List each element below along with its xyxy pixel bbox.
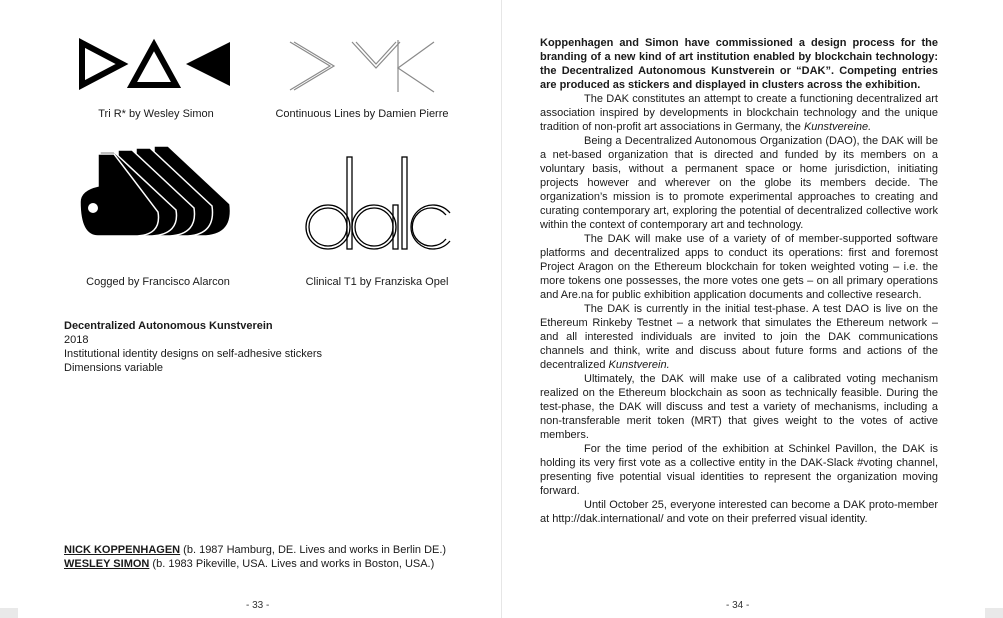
work-dimensions: Dimensions variable (64, 362, 164, 374)
work-medium: Institutional identity designs on self-adhesive stickers (64, 348, 323, 360)
bio-text: (b. 1987 Hamburg, DE. Lives and works in Berlin DE.) (180, 544, 447, 556)
paragraph: Ultimately, the DAK will make use of a calibrated voting mechanism realized on the Ethereum blockchain as soon as technically feasible. During the test-phase, the DAK will discuss and test a variety of mechanisms, including a non-transferable merit token (MRT) that gives weight to the votes of active members. (540, 373, 938, 441)
work-title: Decentralized Autonomous Kunstverein (64, 320, 273, 332)
paragraph: For the time period of the exhibition at Schinkel Pavillon, the DAK is holding its very first vote as a collective entity in the DAK-Slack #voting channel, presenting five potential visual identities to represent the organization moving forward. (540, 443, 938, 497)
paragraph-text: The DAK constitutes an attempt to create a functioning decentralized art association inspired by developments in blockchain technology and the unique tradition of non-profit art associations in Germany, the (540, 93, 938, 133)
logo-caption-continuous-lines: Continuous Lines by Damien Pierre (275, 108, 449, 120)
page-number-left: - 33 - (246, 600, 270, 611)
paragraph: The DAK will make use of a variety of of member-supported software platforms and decentralized apps to conduct its operations: first and foremost Project Aragon on the Ethereum blockchain for token weighted voting – i.e. the more tokens one possesses, the more votes one gets – on all primary operations and Are.na for public exhibition application documents and collective research. (540, 233, 938, 301)
paragraph: Being a Decentralized Autonomous Organization (DAO), the DAK will be a net-based organization that is directed and funded by its members on a voluntary basis, without a permanent space or home jurisdiction, initiating projects however and wherever on the globe its members decide. The organization’s mission is to promote experimental approaches to creating and curating contemporary art, exploring the potential of decentralized collective work within the context of contemporary art and technology. (540, 135, 938, 231)
clinical-t1-logo-icon (302, 155, 452, 255)
right-page (502, 0, 1003, 618)
lead-paragraph: Koppenhagen and Simon have commissioned a design process for the branding of a new kind of art institution enabled by blockchain technology: the Decentralized Autonomous Kunstverein or “DAK”. Competing entries are produced as stickers and displayed in clusters across the exhibition. (540, 37, 938, 91)
paragraph: Until October 25, everyone interested can become a DAK proto-member at http://dak.international/ and vote on their preferred visual identity. (540, 499, 938, 525)
work-info (64, 319, 322, 375)
bio-name: WESLEY SIMON (64, 558, 150, 570)
page-edge-right (985, 608, 1003, 618)
paragraph-emphasis: Kunstvereine. (803, 121, 872, 133)
bio-name: NICK KOPPENHAGEN (64, 544, 181, 556)
left-page (0, 0, 501, 618)
paragraph-text: The DAK is currently in the initial test-phase. A test DAO is live on the Ethereum Rinkeby Testnet – a network that simulates the Ethereum network – and all interested individuals are invited to join the DAK communications channels and think, write and discuss about future forms and actions of the decentralized (540, 303, 938, 371)
logo-caption-cogged: Cogged by Francisco Alarcon (86, 276, 230, 288)
page-edge-left (0, 608, 18, 618)
artist-bios (64, 543, 446, 571)
work-year: 2018 (64, 334, 89, 346)
bio-text: (b. 1983 Pikeville, USA. Lives and works in Boston, USA.) (149, 558, 435, 570)
essay-text (540, 36, 938, 526)
paragraph (540, 302, 938, 372)
paragraph (540, 92, 938, 134)
logo-caption-clinical-t1: Clinical T1 by Franziska Opel (305, 276, 449, 288)
tri-r-logo-icon (78, 38, 234, 90)
bio-line (64, 557, 446, 571)
cogged-logo-icon (78, 142, 236, 240)
page-number-right: - 34 - (726, 600, 750, 611)
paragraph-emphasis: Kunstverein. (608, 359, 670, 371)
bio-line (64, 543, 446, 557)
logo-caption-tri-r: Tri R* by Wesley Simon (98, 108, 214, 120)
continuous-lines-logo-icon (288, 38, 436, 94)
